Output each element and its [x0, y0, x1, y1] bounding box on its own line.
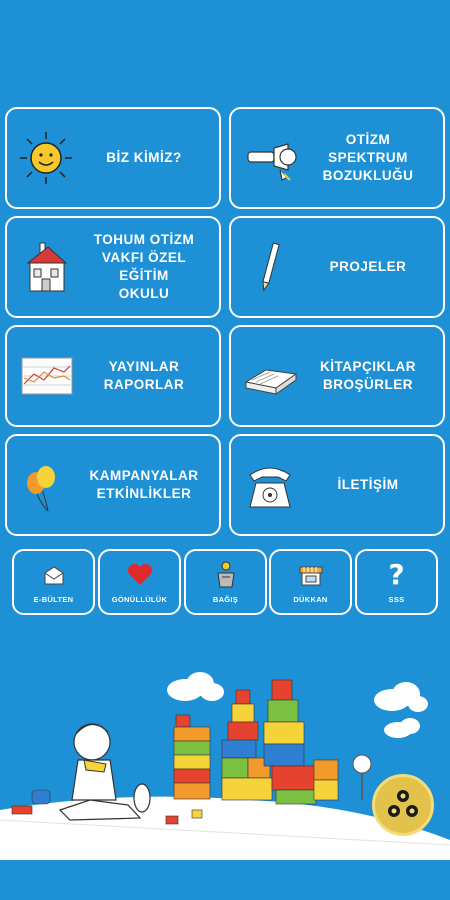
menu-card-brochures[interactable] — [229, 325, 445, 427]
pencil-icon — [239, 236, 301, 298]
house-icon — [15, 236, 77, 298]
heart-icon — [126, 561, 154, 589]
menu-card-contact[interactable] — [229, 434, 445, 536]
telephone-icon — [239, 454, 301, 516]
shop-icon — [298, 561, 324, 589]
menu-card-publications[interactable] — [5, 325, 221, 427]
donate-label: BAĞIŞ — [212, 594, 239, 604]
shortcut-row — [12, 549, 438, 615]
faq-button[interactable] — [355, 549, 438, 615]
menu-label-autism: OTİZM SPEKTRUM BOZUKLUĞU — [322, 132, 414, 183]
three-dots-icon — [375, 777, 431, 833]
menu-label-brochures: KİTAPÇIKLAR BROŞÜRLER — [320, 359, 416, 392]
faq-label: SSS — [388, 594, 405, 604]
balloons-icon — [15, 454, 77, 516]
menu-label-campaigns: KAMPANYALAR ETKİNLİKLER — [89, 468, 199, 501]
donation-box-icon — [214, 561, 238, 589]
menu-card-projects[interactable] — [229, 216, 445, 318]
newsletter-button[interactable] — [12, 549, 95, 615]
menu-card-about[interactable] — [5, 107, 221, 209]
book-icon — [239, 345, 301, 407]
menu-card-school[interactable] — [5, 216, 221, 318]
shop-button[interactable] — [269, 549, 352, 615]
menu-label-about: BİZ KİMİZ? — [106, 150, 182, 165]
volunteer-label: GÖNÜLLÜLÜK — [111, 594, 168, 604]
shop-label: DÜKKAN — [293, 594, 328, 604]
menu-label-publications: YAYINLAR RAPORLAR — [103, 359, 185, 392]
question-mark-icon: ? — [388, 557, 405, 591]
newsletter-label: E-BÜLTEN — [33, 594, 74, 604]
envelope-icon — [43, 561, 65, 589]
menu-label-school: TOHUM OTİZM VAKFI ÖZEL EĞİTİM OKULU — [93, 232, 195, 301]
donate-button[interactable] — [184, 549, 267, 615]
menu-card-campaigns[interactable] — [5, 434, 221, 536]
chart-icon — [15, 345, 77, 407]
menu-label-contact: İLETİŞİM — [337, 477, 399, 492]
volunteer-button[interactable] — [98, 549, 181, 615]
yellow-menu-fab[interactable] — [372, 774, 434, 836]
menu-card-autism[interactable] — [229, 107, 445, 209]
flashlight-icon — [239, 127, 301, 189]
menu-label-projects: PROJELER — [329, 259, 407, 274]
sun-icon — [15, 127, 77, 189]
